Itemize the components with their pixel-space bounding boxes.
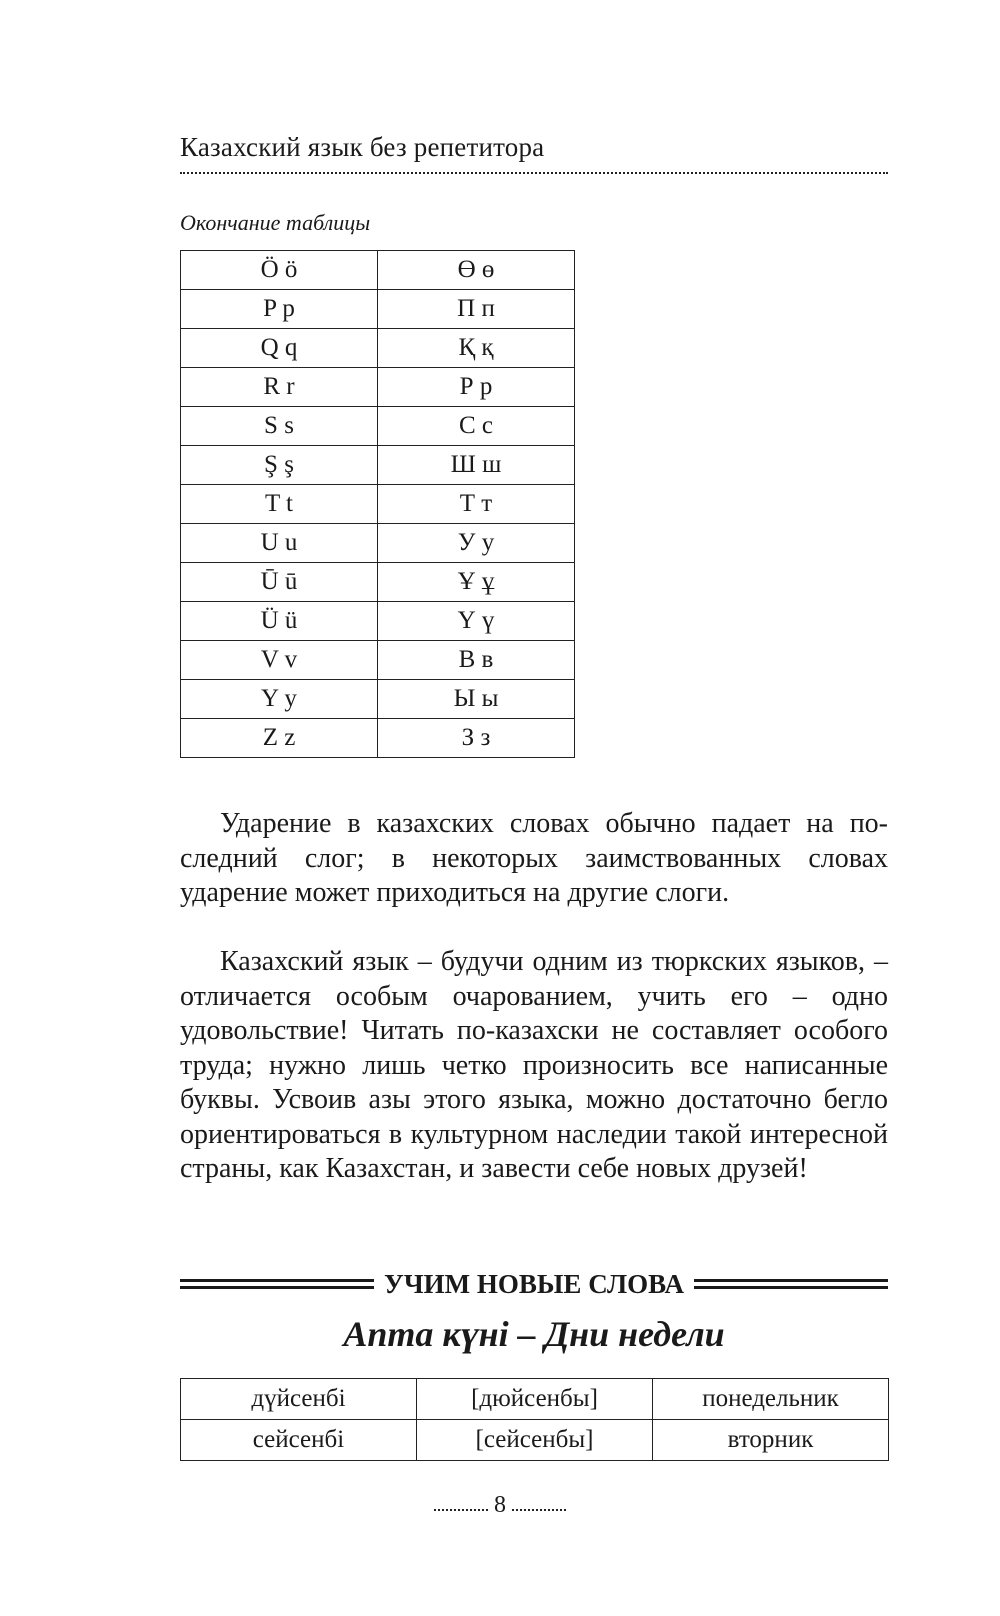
cyrillic-letter-cell: Ө ө bbox=[378, 251, 575, 290]
alphabet-row bbox=[181, 524, 575, 563]
section-heading bbox=[180, 1264, 888, 1304]
alphabet-row bbox=[181, 290, 575, 329]
cyrillic-letter-cell: П п bbox=[378, 290, 575, 329]
alphabet-row bbox=[181, 329, 575, 368]
alphabet-row bbox=[181, 719, 575, 758]
latin-letter-cell: R r bbox=[181, 368, 378, 407]
cyrillic-letter-cell: Ы ы bbox=[378, 680, 575, 719]
cyrillic-letter-cell: Ү ү bbox=[378, 602, 575, 641]
table-caption: Окончание таблицы bbox=[180, 210, 371, 235]
section-title: УЧИМ НОВЫЕ СЛОВА bbox=[384, 1268, 684, 1299]
latin-letter-cell: Y y bbox=[181, 680, 378, 719]
latin-letter-cell: Ü ü bbox=[181, 602, 378, 641]
alphabet-row bbox=[181, 641, 575, 680]
latin-letter-cell: T t bbox=[181, 485, 378, 524]
latin-letter-cell: S s bbox=[181, 407, 378, 446]
kazakh-word-cell: сейсенбі bbox=[181, 1420, 417, 1461]
cyrillic-letter-cell: Қ қ bbox=[378, 329, 575, 368]
translation-cell: вторник bbox=[653, 1420, 889, 1461]
alphabet-row bbox=[181, 563, 575, 602]
vocabulary-table bbox=[180, 1378, 889, 1461]
latin-letter-cell: P p bbox=[181, 290, 378, 329]
latin-letter-cell: Ö ö bbox=[181, 251, 378, 290]
vocabulary-row bbox=[181, 1379, 889, 1420]
transcription-cell: [сейсенбы] bbox=[417, 1420, 653, 1461]
section-subtitle: Апта күні – Дни недели bbox=[343, 1314, 725, 1354]
latin-letter-cell: V v bbox=[181, 641, 378, 680]
cyrillic-letter-cell: Р р bbox=[378, 368, 575, 407]
latin-letter-cell: Ū ū bbox=[181, 563, 378, 602]
latin-letter-cell: Z z bbox=[181, 719, 378, 758]
alphabet-row bbox=[181, 602, 575, 641]
cyrillic-letter-cell: Т т bbox=[378, 485, 575, 524]
footer-dots-right bbox=[512, 1509, 566, 1511]
paragraph-kazakh-language: Казахский язык – будучи одним из тюркских языков, – отличается особым очарованием, учить его – одно удовольствие! Читать по-казахски не составляет особого труда; нужно лишь четко произносить все написанные буквы. Усвоив азы этого языка, можно достаточно бегло ориентироваться в культурном наследии такой интересной страны, как Казахстан, и завести себе новых друзей! bbox=[180, 946, 888, 1184]
footer-dots-left bbox=[434, 1509, 488, 1511]
cyrillic-letter-cell: В в bbox=[378, 641, 575, 680]
alphabet-table bbox=[180, 250, 575, 758]
alphabet-row bbox=[181, 407, 575, 446]
running-header: Казахский язык без репетитора bbox=[180, 132, 545, 162]
latin-letter-cell: Ş ş bbox=[181, 446, 378, 485]
alphabet-row bbox=[181, 368, 575, 407]
cyrillic-letter-cell: Ш ш bbox=[378, 446, 575, 485]
alphabet-row bbox=[181, 485, 575, 524]
page-footer bbox=[0, 1492, 1000, 1519]
cyrillic-letter-cell: Ұ ұ bbox=[378, 563, 575, 602]
cyrillic-letter-cell: С с bbox=[378, 407, 575, 446]
page-number: 8 bbox=[494, 1492, 506, 1518]
alphabet-row bbox=[181, 680, 575, 719]
double-rule-left bbox=[180, 1279, 374, 1289]
alphabet-row bbox=[181, 251, 575, 290]
translation-cell: понедельник bbox=[653, 1379, 889, 1420]
latin-letter-cell: U u bbox=[181, 524, 378, 563]
double-rule-right bbox=[694, 1279, 888, 1289]
header-dotted-rule bbox=[180, 172, 888, 174]
transcription-cell: [дюйсенбы] bbox=[417, 1379, 653, 1420]
vocabulary-row bbox=[181, 1420, 889, 1461]
paragraph-stress: Ударение в казахских словах обычно падает на последний слог; в некоторых заимствованных словах ударение может приходиться на другие слоги. bbox=[180, 808, 888, 908]
latin-letter-cell: Q q bbox=[181, 329, 378, 368]
cyrillic-letter-cell: З з bbox=[378, 719, 575, 758]
cyrillic-letter-cell: У у bbox=[378, 524, 575, 563]
kazakh-word-cell: дүйсенбі bbox=[181, 1379, 417, 1420]
alphabet-row bbox=[181, 446, 575, 485]
